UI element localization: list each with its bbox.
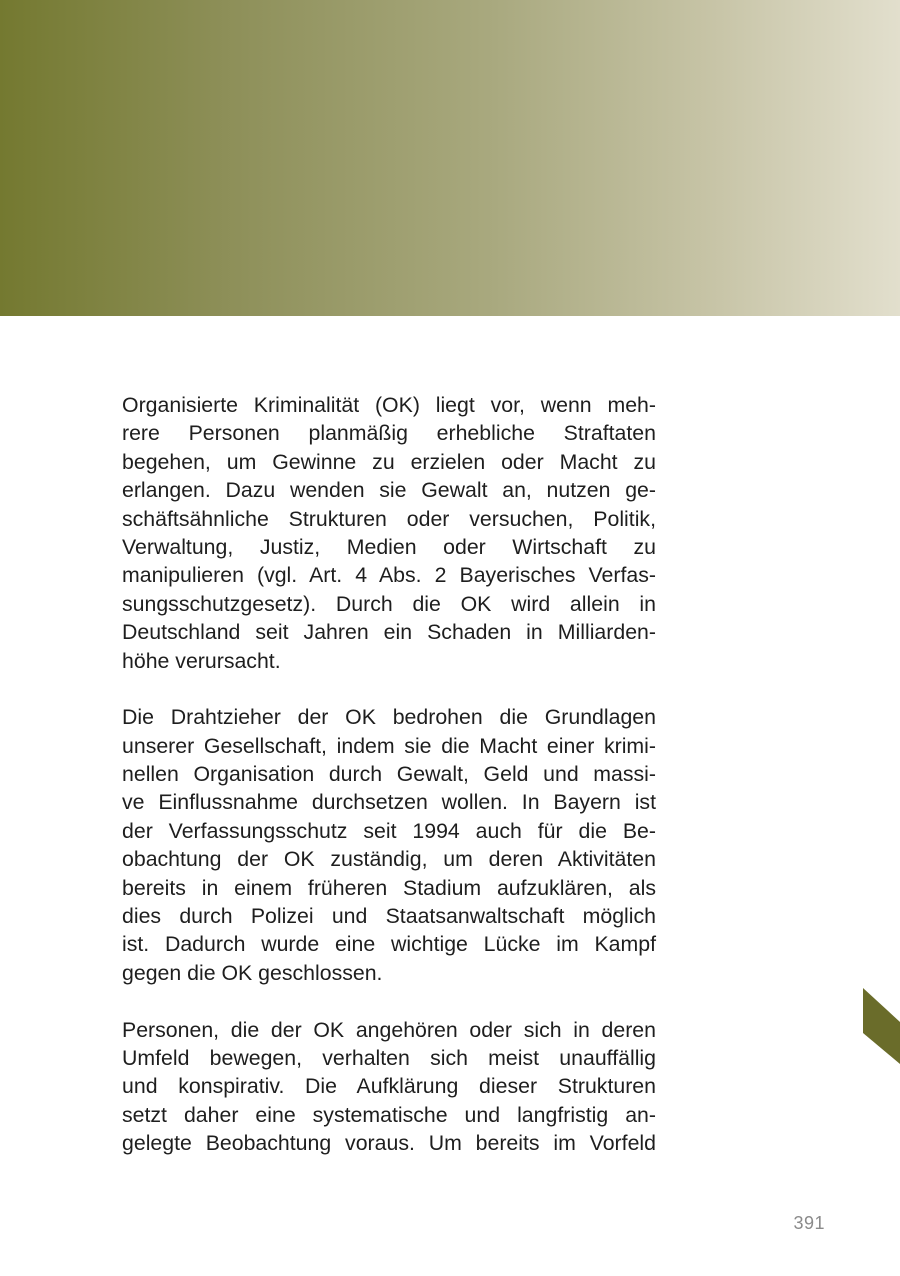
text-line: bereits in einem früheren Stadium aufzuklären, als (122, 875, 656, 900)
paragraph-2 (122, 703, 656, 987)
text-line: der Verfassungsschutz seit 1994 auch für die Be- (122, 818, 656, 843)
text-line: unserer Gesellschaft, indem sie die Macht einer krimi- (122, 733, 656, 758)
text-line: Deutschland seit Jahren ein Schaden in Milliarden- (122, 620, 656, 645)
text-line: nellen Organisation durch Gewalt, Geld und massi- (122, 762, 656, 787)
text-line: ve Einflussnahme durchsetzen wollen. In Bayern ist (122, 790, 656, 815)
text-line: rere Personen planmäßig erhebliche Straftaten (122, 421, 656, 446)
text-line: begehen, um Gewinne zu erzielen oder Macht zu (122, 449, 656, 474)
text-line: ist. Dadurch wurde eine wichtige Lücke im Kampf (122, 932, 656, 957)
paragraph-spacer (122, 987, 656, 1015)
text-line: manipulieren (vgl. Art. 4 Abs. 2 Bayerisches Verfas- (122, 563, 656, 588)
text-line: dies durch Polizei und Staatsanwaltschaft möglich (122, 904, 656, 929)
text-line: Organisierte Kriminalität (OK) liegt vor, wenn meh- (122, 393, 656, 417)
text-line: Verwaltung, Justiz, Medien oder Wirtschaft zu (122, 534, 656, 559)
text-line: erlangen. Dazu wenden sie Gewalt an, nutzen ge- (122, 478, 656, 503)
chapter-tab-marker (863, 988, 900, 1064)
text-line: und konspirativ. Die Aufklärung dieser Strukturen (122, 1074, 656, 1099)
text-line: setzt daher eine systematische und langfristig an- (122, 1102, 656, 1127)
paragraph-3 (122, 1016, 656, 1158)
text-line: schäftsähnliche Strukturen oder versuchen, Politik, (122, 506, 656, 531)
page-number: 391 (793, 1213, 825, 1233)
text-line: sungsschutzgesetz). Durch die OK wird allein in (122, 591, 656, 616)
body-text (122, 391, 656, 1158)
header-gradient-band (0, 0, 900, 316)
text-line: obachtung der OK zuständig, um deren Aktivitäten (122, 847, 656, 872)
text-line: gelegte Beobachtung voraus. Um bereits im Vorfeld (122, 1131, 656, 1156)
text-line: höhe verursacht. (122, 648, 281, 673)
text-line: gegen die OK geschlossen. (122, 960, 383, 985)
paragraph-spacer (122, 675, 656, 703)
paragraph-1 (122, 391, 656, 675)
text-line: Personen, die der OK angehören oder sich in deren (122, 1017, 656, 1042)
text-line: Die Drahtzieher der OK bedrohen die Grundlagen (122, 705, 656, 730)
text-line: Umfeld bewegen, verhalten sich meist unauffällig (122, 1045, 656, 1070)
